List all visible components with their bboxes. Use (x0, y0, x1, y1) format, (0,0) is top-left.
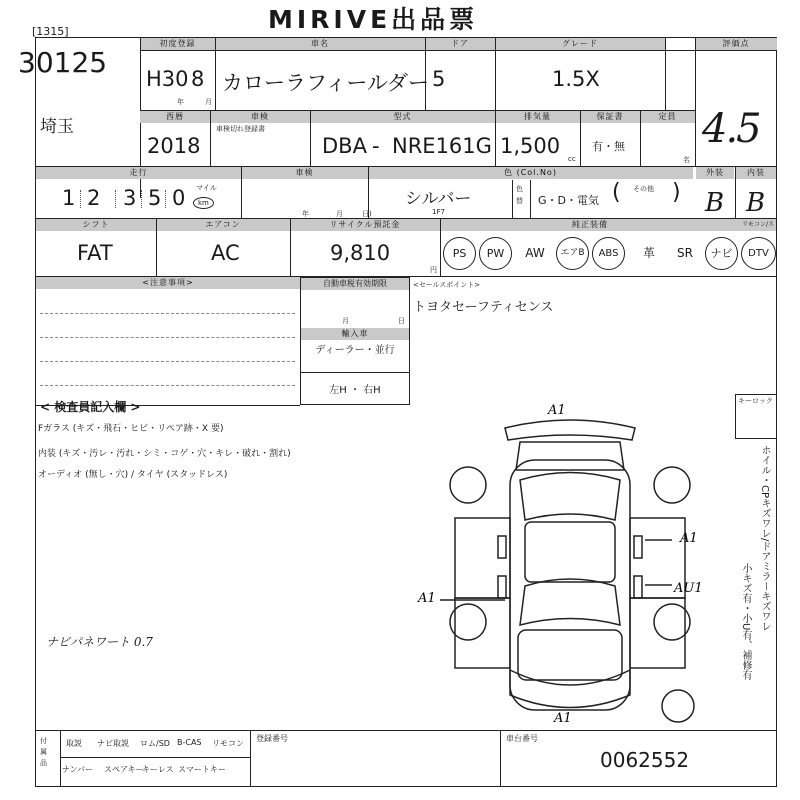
yen-unit: 円 (430, 266, 437, 274)
mileage-digit-1: 1 (62, 186, 76, 210)
label-equipment: 純正装備 (440, 219, 740, 231)
right-front-handle (634, 576, 642, 598)
exterior-grade: B (705, 188, 725, 218)
label-model: 型式 (310, 111, 495, 123)
label-kr: リモコン/ス (740, 219, 776, 231)
label-auto-tax: 自動車税有効期限 (301, 278, 409, 290)
side-note-2: 小キズ有・小U有、補修有 (740, 563, 751, 681)
footer-keyless: キーレス (142, 765, 174, 774)
fuel-other: その他 (633, 185, 654, 193)
model-dash: - (372, 134, 380, 158)
model-code: NRE161G (392, 134, 492, 158)
mark-right-front: AU1 (674, 581, 703, 596)
footer-chassis-label: 車台番号 (506, 734, 538, 743)
label-exterior: 外装 (696, 167, 734, 179)
label-caution: <注意事項> (36, 277, 300, 289)
option-leather: 革 (642, 246, 655, 260)
inspector-line-interior: 内装 (キズ・汚レ・汚れ・シミ・コゲ・穴・キレ・破れ・割れ) (38, 449, 291, 459)
spare-wheel (662, 690, 694, 722)
shift-type: FAT (77, 241, 113, 265)
lot-number: 30125 (18, 46, 108, 79)
label-warranty: 保証書 (580, 111, 640, 123)
windshield-rear (520, 473, 620, 521)
first-reg-month: 8 (191, 67, 205, 91)
car-name: カローラフィールダー (222, 71, 430, 95)
inspector-line-glass: Fガラス (キズ・飛石・ヒビ・リペア跡・X 要) (38, 424, 224, 434)
label-aircon: エアコン (156, 219, 290, 231)
displacement: 1,500 (500, 134, 561, 158)
right-rear-handle (634, 536, 642, 558)
shaken-year-unit: 年 (302, 210, 309, 218)
label-seats: 定員 (640, 111, 695, 123)
import-dealer: ディーラー・並行 (315, 345, 395, 356)
left-front-handle (498, 576, 506, 598)
lot-bracket: [1315] (32, 25, 69, 38)
color-number: 1F7 (432, 208, 445, 216)
label-displacement: 排気量 (495, 111, 580, 123)
label-year: 西暦 (140, 111, 210, 123)
chassis-number: 0062552 (600, 748, 690, 772)
inspection-note: 車検切れ登録書 (216, 125, 265, 133)
label-shaken: 車検 (241, 167, 368, 179)
mileage-digit-5: 0 (172, 186, 186, 210)
label-shift: シフト (36, 219, 156, 231)
door-count: 5 (432, 67, 446, 91)
mileage-unit-km: km (193, 197, 214, 209)
tax-month-unit: 月 (342, 317, 349, 325)
color-change-label: 色替 (516, 185, 523, 205)
wheel-rear-left (450, 467, 486, 503)
footer-manual: 取説 (66, 739, 82, 748)
prefecture: 埼玉 (40, 117, 74, 137)
shaken-month-unit: 月 (336, 210, 343, 218)
roof-panel (525, 522, 615, 582)
interior-grade: B (746, 188, 766, 218)
model-prefix: DBA (322, 134, 367, 158)
first-reg-era: H30 (146, 67, 189, 91)
rear-window-outline (516, 442, 624, 470)
inspector-title: < 検査員記入欄 > (40, 400, 141, 414)
label-recycle: リサイクル預託金 (290, 219, 440, 231)
front-bumper-outline (510, 670, 630, 708)
option-aw: AW (525, 246, 545, 260)
label-color: 色 (Col.No) (368, 167, 693, 179)
warranty-value: 有・無 (592, 140, 625, 153)
year-unit: 年 (177, 98, 184, 106)
footer-side-label: 付属品 (40, 737, 47, 767)
inspector-line-audio: オーディオ (無し・穴) / タイヤ (スタッドレス) (38, 470, 228, 480)
option-airbag: エアB (556, 237, 589, 270)
seats-unit: 名 (683, 156, 690, 164)
shaken-day-unit: 日) (362, 210, 372, 218)
footer-reg-label: 登録番号 (256, 734, 288, 743)
mark-front: A1 (554, 711, 572, 726)
windshield-front (520, 579, 620, 625)
footer-smart-key: スマートキー (178, 765, 226, 774)
option-dtv: DTV (741, 237, 776, 270)
label-interior: 内装 (736, 167, 776, 179)
footer-rom-sd: ロム/SD (140, 739, 170, 748)
footer-remote: リモコン (212, 739, 244, 748)
cc-unit: cc (568, 155, 576, 163)
mileage-digit-3: 3 (123, 186, 137, 210)
color-name: シルバー (405, 189, 472, 209)
option-navi: ナビ (705, 237, 738, 270)
label-grade: グレード (495, 38, 665, 50)
month-unit: 月 (205, 98, 212, 106)
inspector-hand-note: ナビパネワート 0.7 (46, 635, 153, 649)
fuel-other-bracket-close: ) (672, 180, 681, 205)
mileage-digit-2: 2 (87, 186, 101, 210)
mileage-digit-4: 5 (148, 186, 162, 210)
label-doors: ドア (425, 38, 495, 50)
rear-bumper-outline (505, 420, 635, 440)
score-handwritten: 4.5 (702, 106, 760, 152)
footer-spare-key: スペアキー (104, 765, 144, 774)
fuel-type: G・D・電気 (538, 194, 599, 207)
option-abs: ABS (592, 237, 625, 270)
label-sales-point: <セールスポイント> (413, 281, 481, 289)
tax-day-unit: 日 (398, 317, 405, 325)
recycle-fee: 9,810 (330, 241, 391, 265)
footer-plate: ナンバー (62, 765, 94, 774)
left-rear-handle (498, 536, 506, 558)
mark-left: A1 (418, 591, 436, 606)
hood-panel (518, 630, 622, 680)
wheel-rear-right (654, 467, 690, 503)
sales-point: トヨタセーフティセンス (413, 300, 554, 315)
mark-right-rear: A1 (680, 531, 698, 546)
model-year: 2018 (147, 134, 201, 158)
label-import: 輸入車 (301, 328, 409, 340)
option-ps: PS (443, 237, 476, 270)
label-score: 評価点 (695, 38, 777, 50)
key-lock-label: キーロック (738, 397, 773, 405)
option-pw: PW (479, 237, 512, 270)
label-car-name: 車名 (215, 38, 425, 50)
car-damage-diagram (410, 400, 730, 730)
fuel-other-bracket: ( (612, 180, 621, 205)
footer-bcas: B-CAS (177, 738, 202, 747)
sheet-title: MIRIVE出品票 (268, 5, 479, 34)
label-inspection: 車検 (210, 111, 310, 123)
aircon-type: AC (211, 241, 240, 265)
handle-side: 左H ・ 右H (329, 385, 381, 396)
grade: 1.5X (552, 67, 600, 91)
label-mileage: 走行 (36, 167, 241, 179)
side-note-1: ホイル・CPキズワレ/ドアミラーキズワレ (759, 445, 770, 632)
footer-navi-manual: ナビ取説 (97, 739, 129, 748)
mileage-unit-mile: マイル (196, 184, 217, 192)
label-first-registration: 初度登録 (140, 38, 215, 50)
option-sunroof: SR (677, 246, 693, 260)
mark-rear: A1 (548, 403, 566, 418)
